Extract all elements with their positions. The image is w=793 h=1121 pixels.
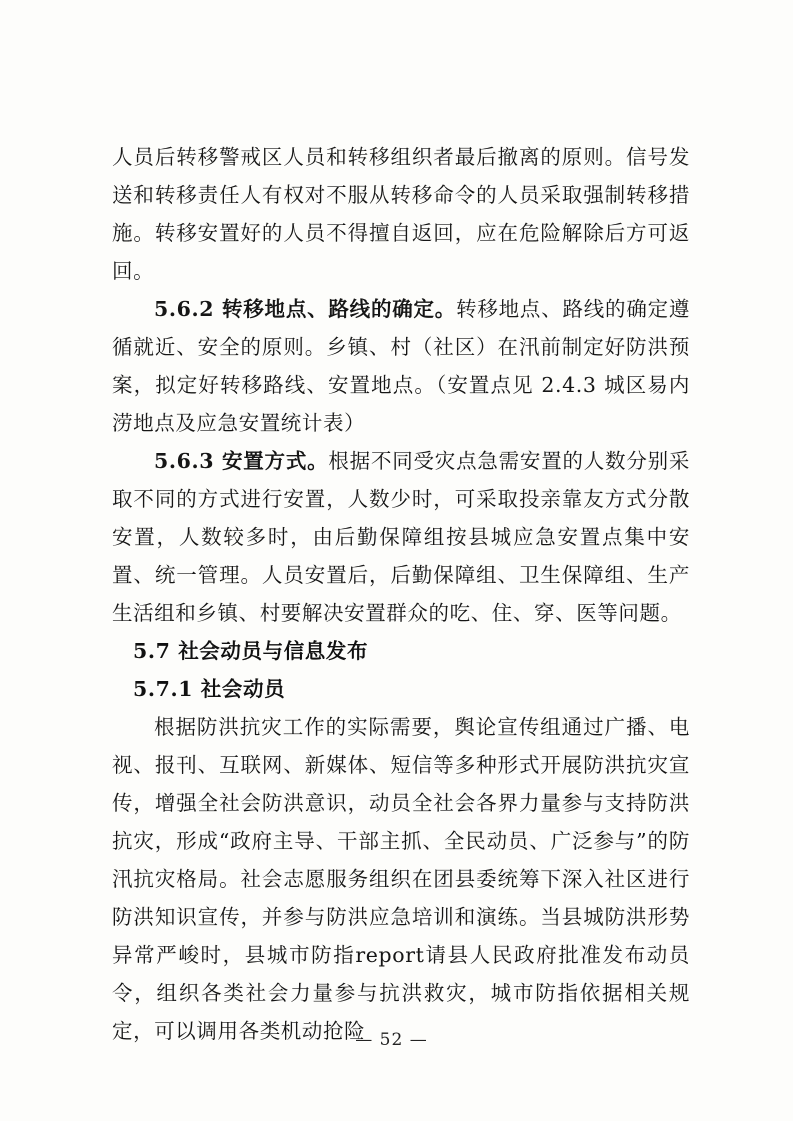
heading-5-7-1: 5.7.1 社会动员 — [133, 677, 286, 701]
paragraph-continuation: 人员后转移警戒区人员和转移组织者最后撤离的原则。信号发送和转移责任人有权对不服从转移命令的人员采取强制转移措施。转移安置好的人员不得擅自返回，应在危险解除后方可返回。 — [112, 145, 690, 283]
paragraph-social-mobilization: 根据防洪抗灾工作的实际需要，舆论宣传组通过广播、电视、报刊、互联网、新媒体、短信等多种形式开展防洪抗灾宣传，增强全社会防洪意识，动员全社会各界力量参与支持防洪抗灾，形成“政府主导、干部主抓、全民动员、广泛参与”的防汛抗灾格局。社会志愿服务组织在团县委统筹下深入社区进行防洪知识宣传，并参与防洪应急培训和演练。当县城防洪形势异常严峻时，县城市防指report请县人民政府批准发布动员令，组织各类社会力量参与抗洪救灾，城市防指依据相关规定，可以调用各类机动抢险 — [112, 715, 690, 1043]
page-number: — 52 — — [355, 1030, 428, 1050]
section-5-6-3-lead: 5.6.3 安置方式。 — [154, 449, 329, 473]
section-5-6-2 — [112, 290, 690, 442]
section-5-6-3-text: 根据不同受灾点急需安置的人数分别采取不同的方式进行安置，人数少时，可采取投亲靠友方式分散安置，人数较多时，由后勤保障组按县城应急安置点集中安置、统一管理。人员安置后，后勤保障组、卫生保障组、生产生活组和乡镇、村要解决安置群众的吃、住、穿、医等问题。 — [112, 449, 690, 625]
section-5-6-2-text: 转移地点、路线的确定遵循就近、安全的原则。乡镇、村（社区）在汛前制定好防洪预案，拟定好转移路线、安置地点。（安置点见 2.4.3 城区易内涝地点及应急安置统计表） — [112, 297, 690, 435]
section-5-6-3 — [112, 442, 690, 632]
section-5-6-2-lead: 5.6.2 转移地点、路线的确定。 — [154, 297, 457, 321]
page-footer — [0, 1030, 793, 1050]
document-body — [112, 138, 690, 1050]
heading-5-7: 5.7 社会动员与信息发布 — [133, 639, 369, 663]
